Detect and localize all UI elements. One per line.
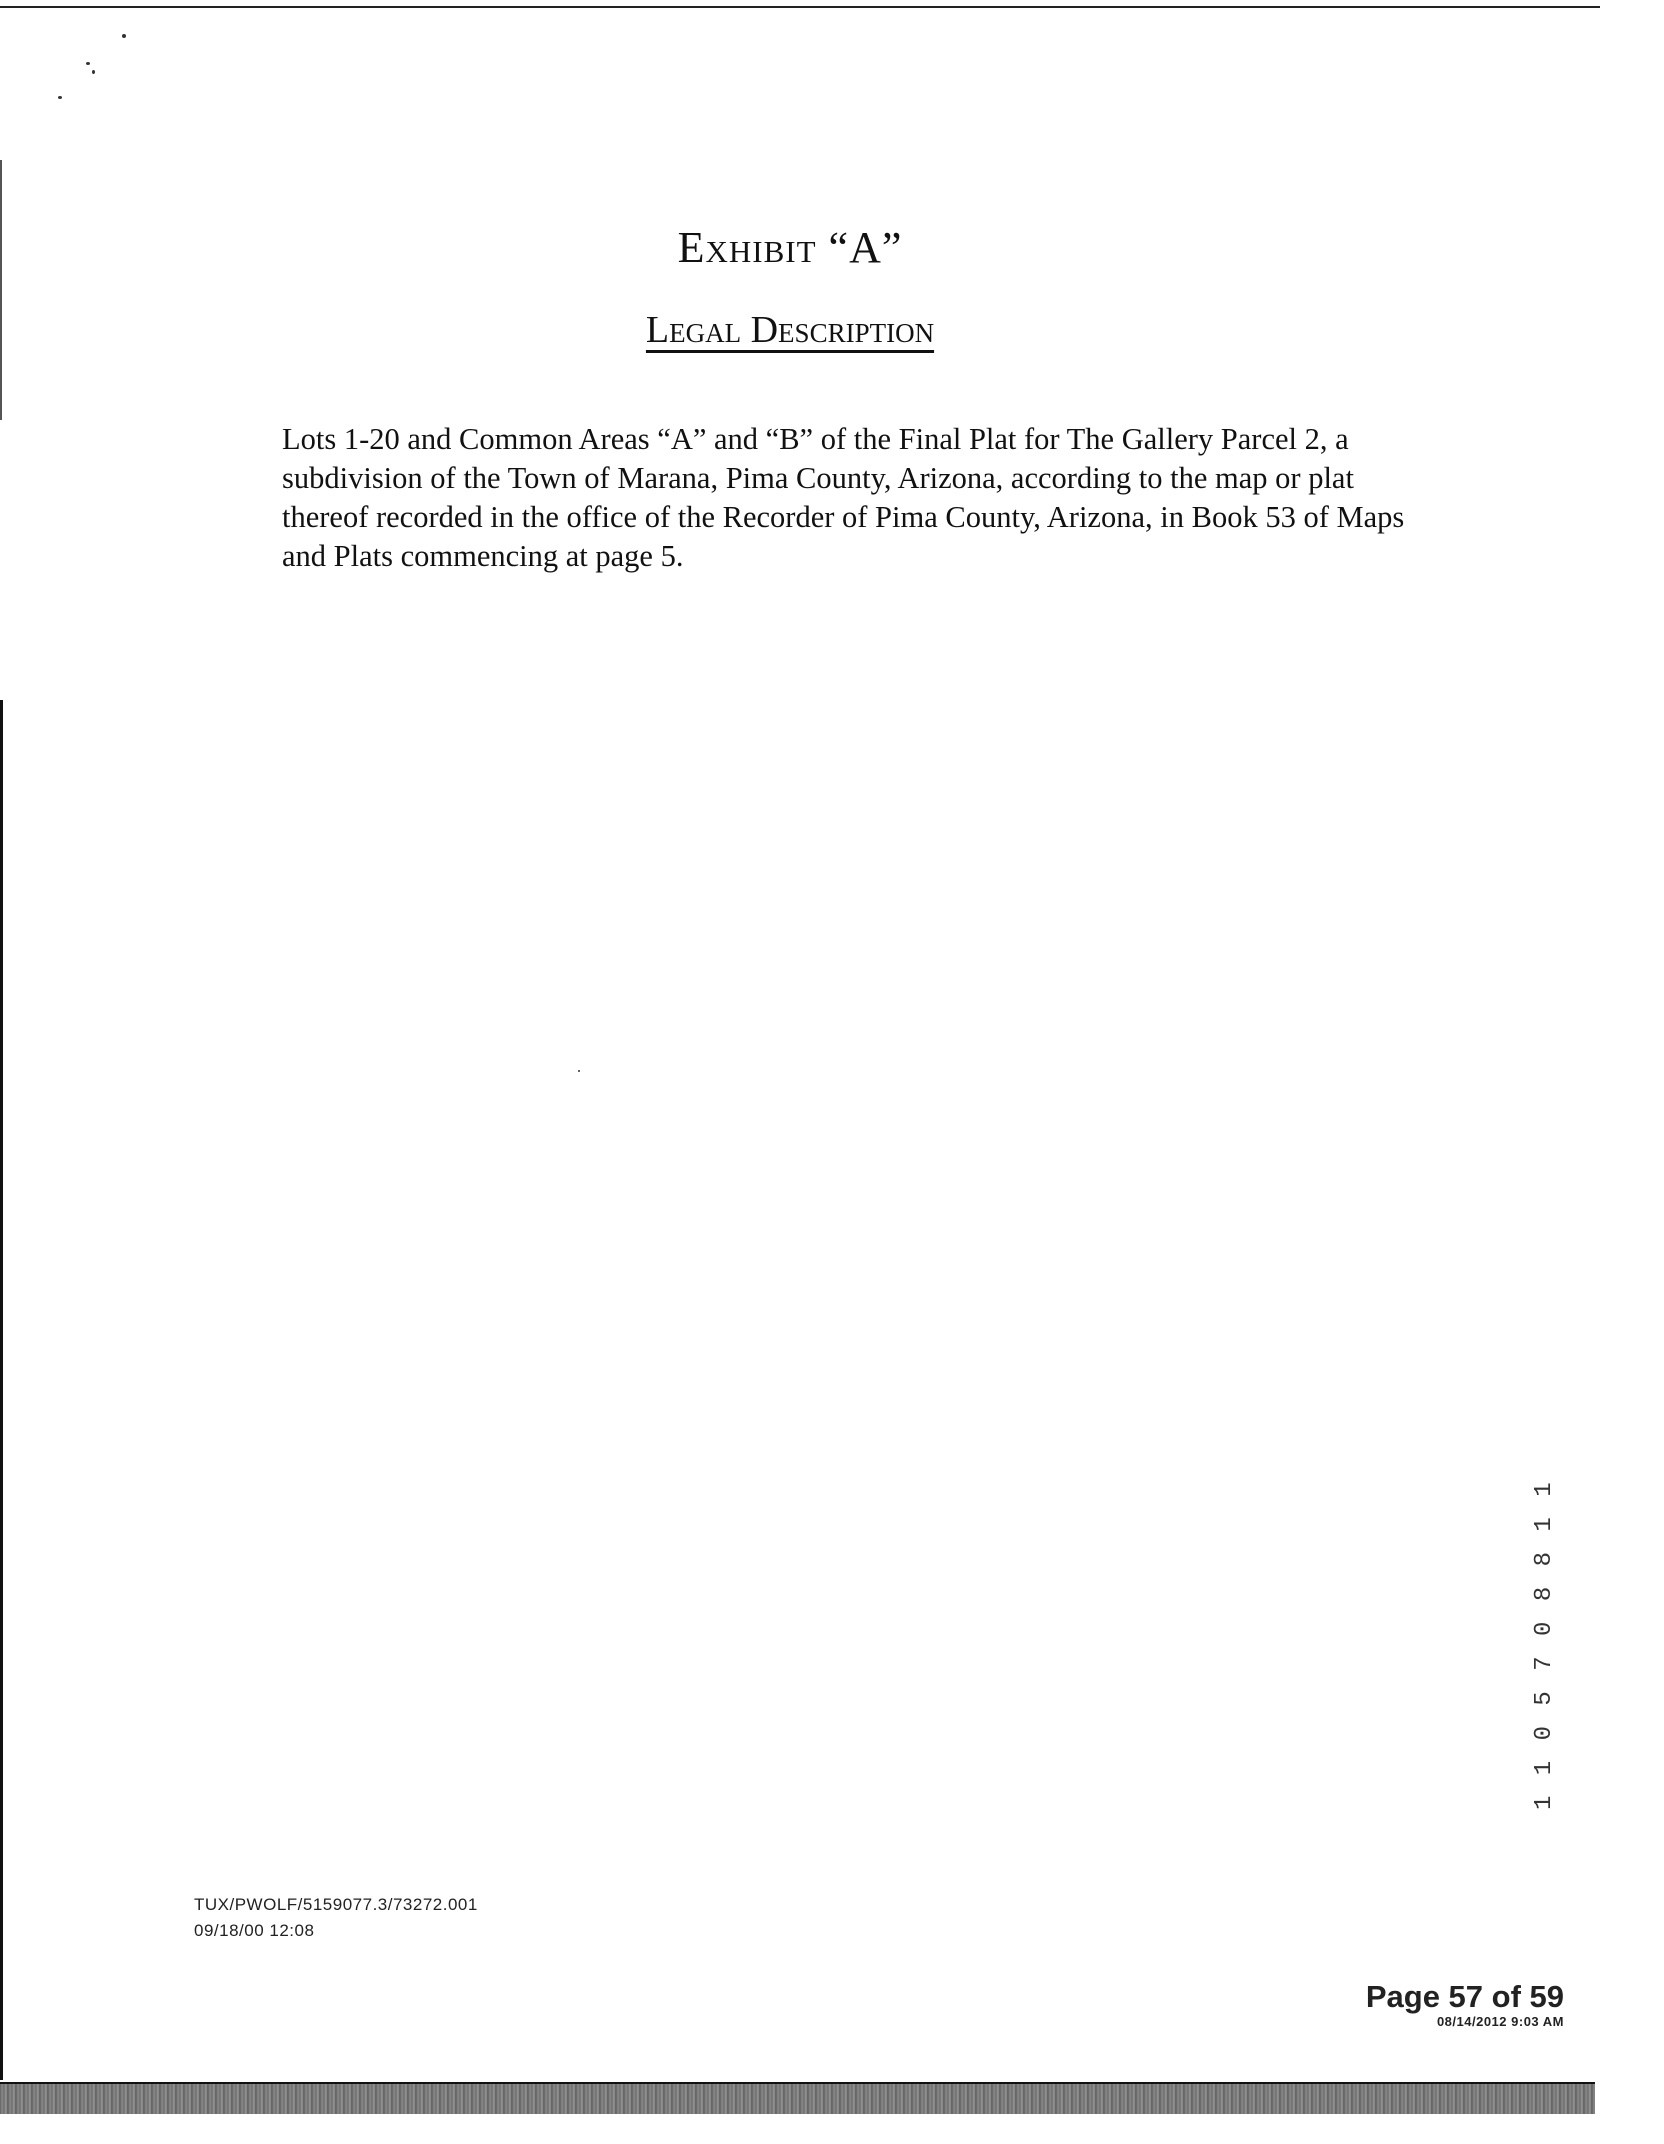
page-indicator-block bbox=[1366, 1980, 1564, 2030]
file-datetime: 09/18/00 12:08 bbox=[194, 1921, 315, 1940]
scan-speck bbox=[86, 62, 90, 65]
scan-speck bbox=[122, 34, 126, 38]
scan-speck bbox=[92, 70, 95, 74]
legal-description-paragraph: Lots 1-20 and Common Areas “A” and “B” of the Final Plat for The Gallery Parcel 2, a subdivision of the Town of Marana, Pima County, Arizona, according to the map or plat thereof recorded in the office of the Recorder of Pima County, Arizona, in Book 53 of Maps and Plats commencing at page 5. bbox=[282, 422, 1405, 573]
document-footer-reference bbox=[194, 1892, 478, 1944]
scan-speck bbox=[58, 96, 62, 99]
page-indicator: Page 57 of 59 bbox=[1365, 1979, 1564, 2014]
file-reference: TUX/PWOLF/5159077.3/73272.001 bbox=[194, 1895, 478, 1914]
left-scan-edge-upper bbox=[0, 160, 2, 420]
recorded-timestamp: 08/14/2012 9:03 AM bbox=[1436, 2014, 1564, 2029]
top-border-line bbox=[0, 6, 1600, 8]
left-scan-edge-lower bbox=[0, 700, 3, 2080]
legal-description-heading bbox=[0, 308, 1580, 352]
scan-speck bbox=[578, 1070, 580, 1072]
scan-bottom-band bbox=[0, 2084, 1595, 2114]
exhibit-title: Exhibit “A” bbox=[677, 223, 903, 272]
legal-description-heading-text: Legal Description bbox=[645, 309, 935, 351]
recording-number-stamp: 1 1 0 5 7 0 8 8 1 1 bbox=[1531, 1479, 1558, 1810]
